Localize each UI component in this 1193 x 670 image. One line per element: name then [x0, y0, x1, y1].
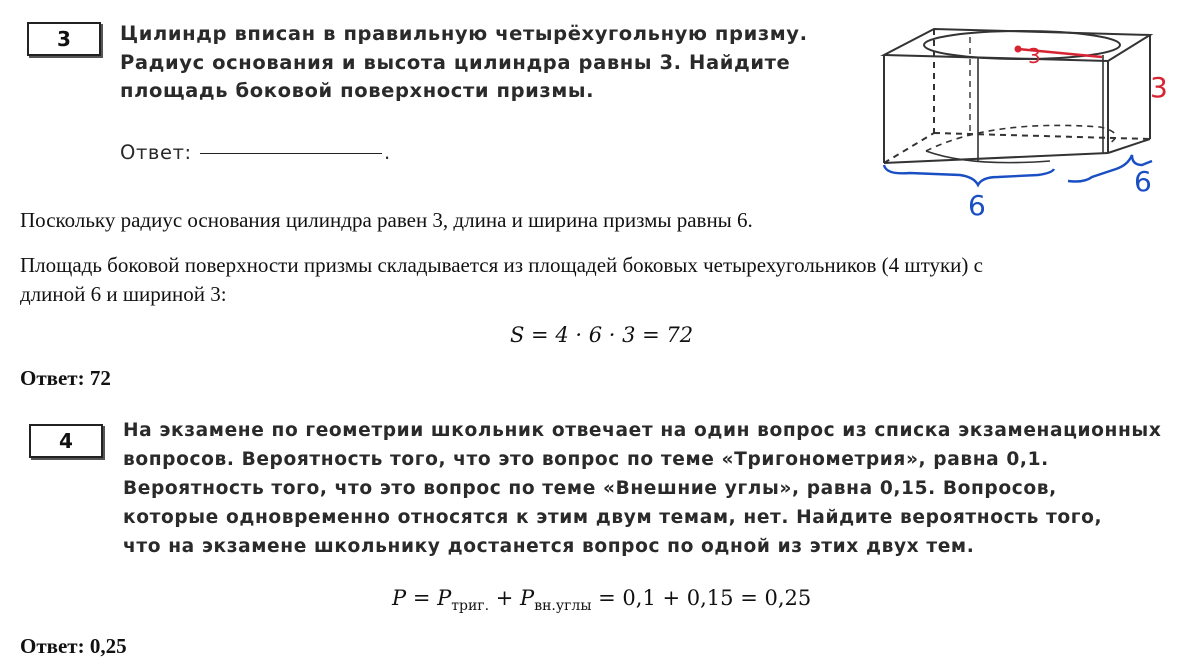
problem-text-line: которые одновременно относятся к этим двум темам, нет. Найдите вероятность того,: [123, 507, 1103, 528]
formula-term: P: [437, 586, 452, 610]
radius-annotation: [1015, 44, 1168, 104]
problem-text-line: Вероятность того, что это вопрос по теме «Внешние углы», равна 0,15. Вопросов,: [123, 478, 1057, 499]
prism-hidden-edge: [934, 133, 1150, 139]
prism-hidden-edge: [884, 133, 934, 163]
radius-label: 3: [1028, 44, 1041, 68]
length-label: 6: [968, 189, 986, 222]
formula-term: P: [520, 586, 535, 610]
answer-prompt: [120, 141, 192, 164]
formula-subscript: вн.углы: [534, 598, 592, 615]
problem-text-line: На экзамене по геометрии школьник отвечает на один вопрос из списка экзаменационных: [123, 420, 1162, 441]
height-label: 3: [1150, 71, 1168, 104]
answer-dot: .: [384, 141, 391, 164]
problem-number: 3: [57, 27, 71, 51]
solution-answer: Ответ: 72: [20, 366, 111, 390]
solution-line: Поскольку радиус основания цилиндра равен 3, длина и ширина призмы равны 6.: [20, 208, 753, 232]
problem-text-line: вопросов. Вероятность того, что это вопрос по теме «Тригонометрия», равна 0,1.: [123, 449, 1049, 470]
formula-lhs: P: [392, 586, 407, 610]
answer-label: Ответ:: [120, 141, 192, 164]
problem-number-box: [29, 424, 103, 458]
prism-cylinder-figure: [870, 15, 1170, 225]
problem-text-line: Цилиндр вписан в правильную четырёхугольную призму.: [120, 22, 808, 45]
probability-formula: $P = P_{триг.} + P_{вн.углы} = 0,1 + 0,15 = 0,25$: [392, 586, 812, 615]
problem-number-box: [27, 22, 101, 56]
prism-edge: [1108, 139, 1150, 153]
problem-text-line: что на экзамене школьнику достанется вопрос по одной из этих двух тем.: [123, 536, 975, 557]
solution-formula: S = 4 · 6 · 3 = 72: [510, 323, 694, 347]
formula-rhs: = 0,1 + 0,15 = 0,25: [598, 586, 812, 610]
solution-answer: Ответ: 0,25: [20, 634, 127, 658]
width-label: 6: [1134, 165, 1152, 198]
prism-edge: [884, 153, 1108, 163]
problem-number: 4: [59, 429, 73, 453]
problem-text-line: площадь боковой поверхности призмы.: [120, 79, 595, 102]
solution-line: длиной 6 и шириной 3:: [20, 282, 227, 306]
solution-line: Площадь боковой поверхности призмы складывается из площадей боковых четырехугольников (4 штуки) с: [20, 253, 983, 277]
cylinder-base-hidden: [926, 125, 1116, 151]
problem-text-line: Радиус основания и высота цилиндра равны 3. Найдите: [120, 51, 791, 74]
formula-subscript: триг.: [451, 598, 490, 615]
answer-blank: [200, 153, 382, 154]
dimension-braces: [884, 155, 1152, 222]
length-brace: [884, 165, 1054, 185]
